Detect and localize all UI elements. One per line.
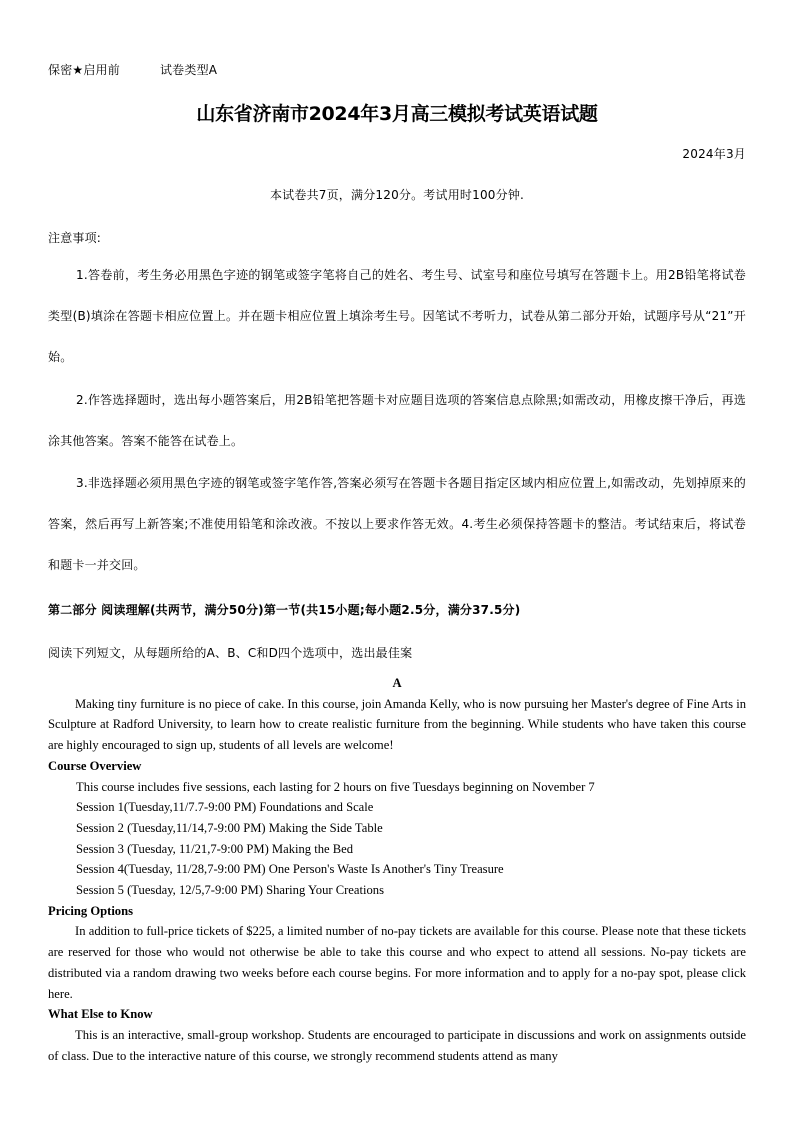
notice-item-3-text: 3.非选择题必须用黑色字迹的钢笔或签字笔作答,答案必须写在答题卡各题目指定区域内相应位置上,如需改动，先划掉原来的答案，然后再写上新答案;不准使用铅笔和涂改液。不按以上要求作答无效。4.考生必须保持答题卡的整洁。考试结束后，将试卷和题卡一并交回。 xyxy=(48,476,746,572)
notice-item-1-text: 1.答卷前，考生务必用黑色字迹的钢笔或签字笔将自己的姓名、考生号、试室号和座位号填写在答题卡上。用2B铅笔将试卷类型(B)填涂在答题卡相应位置上。并在题卡相应位置上填涂考生号。因笔试不考听力，试卷从第二部分开始，试题序号从“21”开始。 xyxy=(48,268,746,364)
pricing-text: In addition to full-price tickets of $225, a limited number of no-pay tickets are available for this course. Please note that these tickets are reserved for those who would not otherwise be able to take this course and who expect to attend all sessions. No-pay tickets are distributed via a random drawing two weeks before each course begins. For more information and to apply for a no-pay spot, please click here. xyxy=(48,924,746,1001)
course-overview-heading: Course Overview xyxy=(48,758,142,773)
reading-instruction: 阅读下列短文，从每题所给的A、B、C和D四个选项中，选出最佳案 xyxy=(48,646,413,660)
passage-paragraph-1: Making tiny furniture is no piece of cake. In this course, join Amanda Kelly, who is now pursuing her Master's degree of Fine Arts in Sculpture at Radford University, to learn how to create realistic furniture from the beginning. While students who have taken this course are highly encouraged to sign up, students of all levels are welcome! xyxy=(48,696,746,753)
notice-label: 注意事项: xyxy=(48,231,102,245)
paper-type-label: 试卷类型A xyxy=(159,63,218,77)
session-item-1: Session 1(Tuesday,11/7.7-9:00 PM) Foundations and Scale xyxy=(76,800,374,815)
pricing-heading: Pricing Options xyxy=(48,903,134,918)
notice-item-2-text: 2.作答选择题时，选出每小题答案后，用2B铅笔把答题卡对应题目选项的答案信息点除黑;如需改动，用橡皮擦干净后，再选涂其他答案。答案不能答在试卷上。 xyxy=(48,393,746,448)
exam-date: 2024年3月 xyxy=(682,147,746,161)
session-item-3: Session 3 (Tuesday, 11/21,7-9:00 PM) Making the Bed xyxy=(76,841,354,856)
page-title: 山东省济南市2024年3月高三模拟考试英语试题 xyxy=(196,103,598,125)
session-item-2: Session 2 (Tuesday,11/14,7-9:00 PM) Making the Side Table xyxy=(76,820,383,835)
what-else-heading: What Else to Know xyxy=(48,1007,153,1022)
confidential-label: 保密★启用前 xyxy=(48,63,120,77)
notice-item-3 xyxy=(48,463,746,586)
passage-label: A xyxy=(392,676,402,690)
part2-heading: 第二部分 阅读理解(共两节，满分50分)第一节(共15小题;每小题2.5分，满分37.5分) xyxy=(48,603,521,617)
header-line xyxy=(48,61,217,78)
passage-a xyxy=(48,673,746,1066)
notice-item-1 xyxy=(48,255,746,378)
exam-intro: 本试卷共7页，满分120分。考试用时100分钟. xyxy=(269,188,525,202)
session-item-4: Session 4(Tuesday, 11/28,7-9:00 PM) One Person's Waste Is Another's Tiny Treasure xyxy=(76,862,504,877)
session-item-5: Session 5 (Tuesday, 12/5,7-9:00 PM) Sharing Your Creations xyxy=(76,883,384,898)
notice-item-2 xyxy=(48,380,746,462)
overview-intro: This course includes five sessions, each lasting for 2 hours on five Tuesdays beginning on November 7 xyxy=(76,779,595,794)
what-else-text: This is an interactive, small-group workshop. Students are encouraged to participate in discussions and work on assignments outside of class. Due to the interactive nature of this course, we strongly recommend students attend as many xyxy=(48,1027,746,1063)
